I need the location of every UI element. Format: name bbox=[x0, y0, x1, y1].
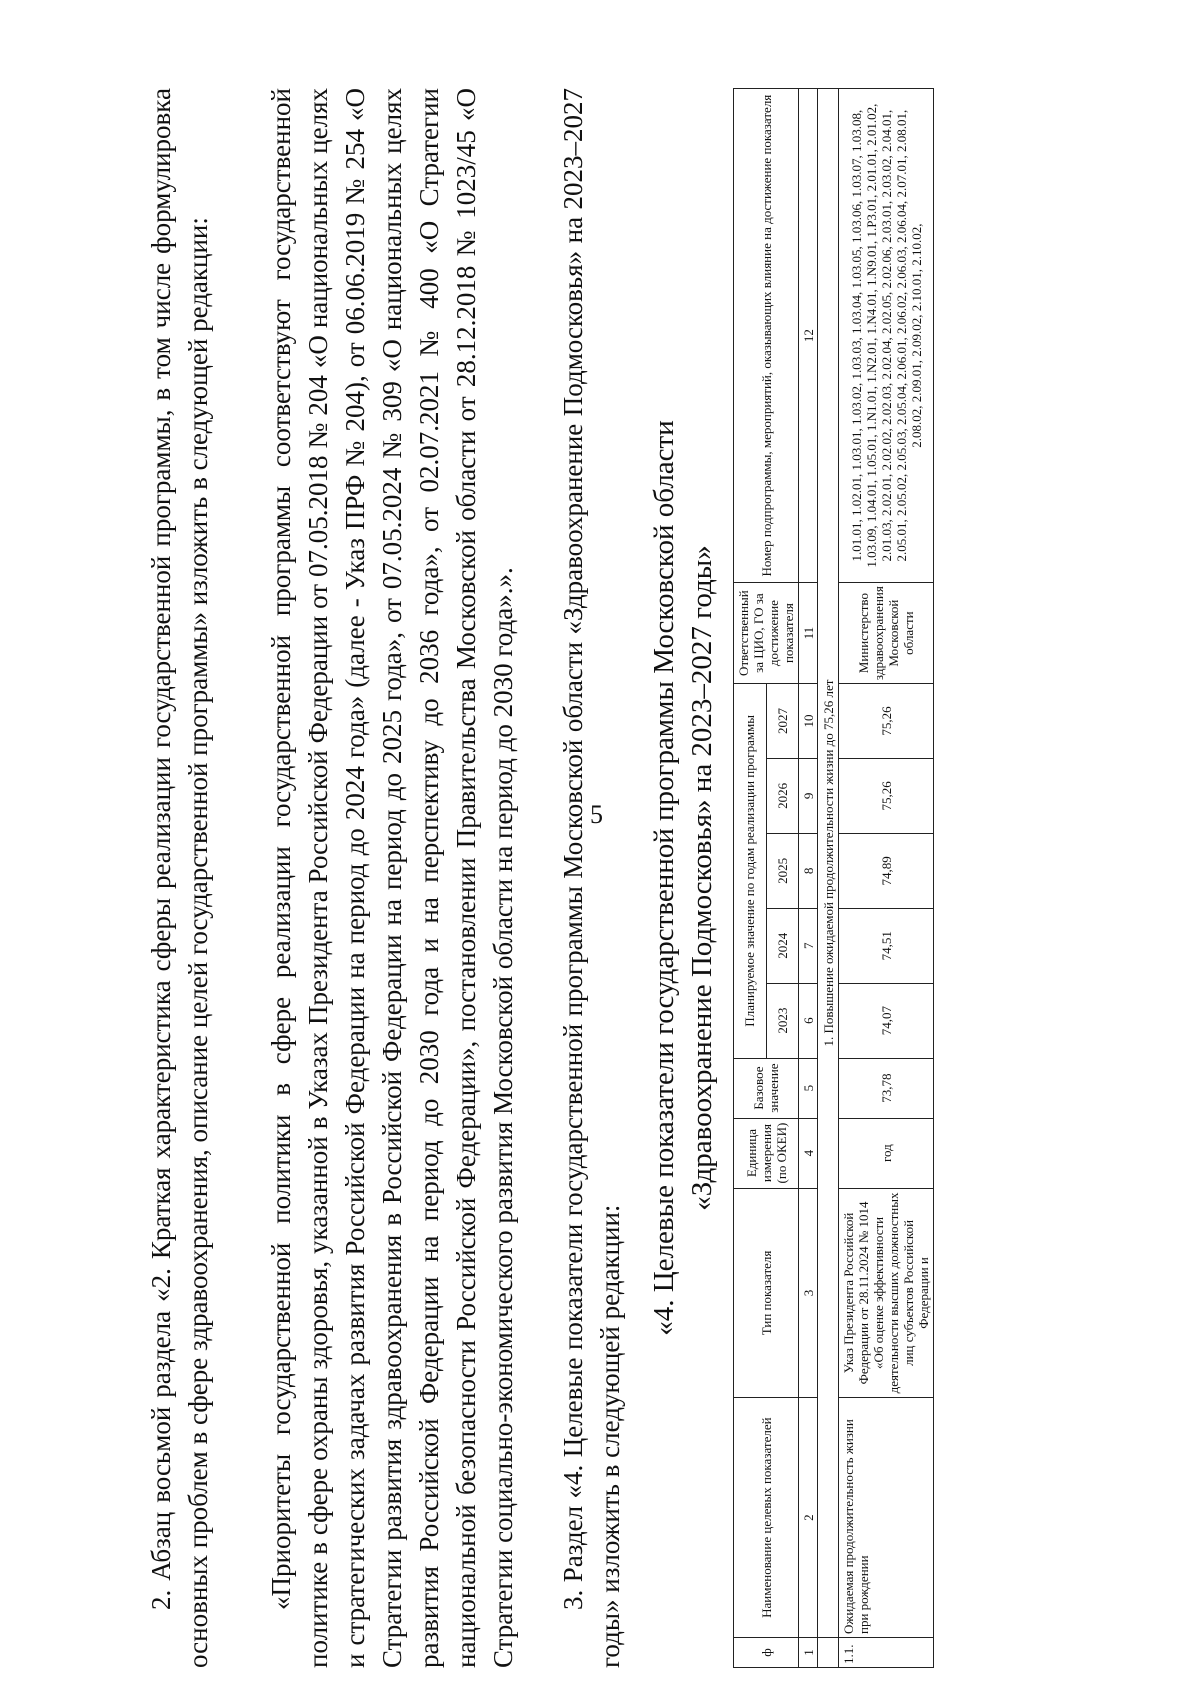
page-number: 5 bbox=[590, 800, 603, 829]
column-number: 8 bbox=[799, 833, 818, 908]
row-unit: год bbox=[839, 1118, 934, 1188]
row-name: Ожидаемая продолжительность жизни при рождении bbox=[839, 1398, 934, 1638]
column-number: 11 bbox=[799, 583, 818, 684]
header-planned: Планируемое значение по годам реализации программы bbox=[734, 684, 767, 1059]
section-heading-line2: «Здравоохранение Подмосковья» на 2023–2027 годы» bbox=[686, 545, 718, 1211]
column-number-row bbox=[799, 89, 818, 1668]
column-number: 3 bbox=[799, 1188, 818, 1398]
row-value-2026: 75,26 bbox=[839, 758, 934, 833]
column-number: 1 bbox=[799, 1638, 818, 1668]
section-title: 1. Повышение ожидаемой продолжительности жизни до 75,26 лет bbox=[818, 89, 839, 1638]
header-year-2023: 2023 bbox=[766, 983, 799, 1058]
header-subprograms: Номер подпрограммы, мероприятий, оказывающих влияние на достижение показателя bbox=[734, 89, 799, 583]
header-name: Наименование целевых показателей bbox=[734, 1398, 799, 1638]
table-row bbox=[839, 89, 934, 1668]
header-year-2026: 2026 bbox=[766, 758, 799, 833]
row-value-2023: 74,07 bbox=[839, 983, 934, 1058]
column-number: 10 bbox=[799, 684, 818, 759]
row-subprograms: 1.01.01, 1.02.01, 1.03.01, 1.03.02, 1.03.03, 1.03.04, 1.03.05, 1.03.06, 1.03.07, 1.03.08, 1.03.09, 1.04.01, 1.05.01, 1.N1.01, 1.N2.01, 1.N4.01, 1.N9.01, 1.P3.01, 2.01.01, 2.01.02, 2.01.03, 2.02.01, 2.02.02, 2.02.03, 2.02.04, 2.02.05, 2.02.06, 2.03.01, 2.03.02, 2.04.01, 2.05.01, 2.05.02, 2.05.03, 2.05.04, 2.06.01, 2.06.02, 2.06.03, 2.06.04, 2.07.01, 2.08.01, 2.08.02, 2.09.01, 2.09.02, 2.10.01, 2.10.02, bbox=[839, 89, 934, 583]
row-value-2025: 74,89 bbox=[839, 833, 934, 908]
indicators-table bbox=[733, 88, 934, 1668]
paragraph-amendment-2: 2. Абзац восьмой раздела «2. Краткая характеристика сферы реализации государственной программы, в том числе формулировка основных проблем в сфере здравоохранения, описание целей государственной программы» изложить в следующей редакции: bbox=[146, 88, 213, 1668]
section-row bbox=[818, 89, 839, 1668]
paragraph-amendment-3: 3. Раздел «4. Целевые показатели государственной программы Московской области «Здравоохранение Подмосковья» на 2023–2027 годы» изложить в следующей редакции: bbox=[558, 88, 625, 1668]
column-number: 7 bbox=[799, 908, 818, 983]
header-unit: Единица измерения (по ОКЕИ) bbox=[734, 1118, 799, 1188]
row-num: 1.1. bbox=[839, 1638, 934, 1668]
row-base: 73,78 bbox=[839, 1058, 934, 1118]
column-number: 12 bbox=[799, 89, 818, 583]
rotated-document-body bbox=[135, 88, 1200, 1668]
row-type: Указ Президента Российской Федерации от 28.11.2024 № 1014 «Об оценке эффективности деятельности высших должностных лиц субъектов Российской Федерации и bbox=[839, 1188, 934, 1398]
row-value-2024: 74,51 bbox=[839, 908, 934, 983]
column-number: 6 bbox=[799, 983, 818, 1058]
column-number: 9 bbox=[799, 758, 818, 833]
section-heading-line1: «4. Целевые показатели государственной программы Московской области bbox=[648, 420, 680, 1336]
column-number: 4 bbox=[799, 1118, 818, 1188]
table-header-row bbox=[734, 89, 767, 1668]
header-year-2025: 2025 bbox=[766, 833, 799, 908]
row-value-2027: 75,26 bbox=[839, 684, 934, 759]
paragraph-priorities: «Приоритеты государственной политики в сфере реализации государственной программы соответствуют государственной политике в сфере охраны здоровья, указанной в Указах Президента Российской Федерации от 07.05.2018 № 204 «О национальных целях и стратегических задачах развития Российской Федерации на период до 2024 года» (далее - Указ ПРФ № 204), от 06.06.2019 № 254 «О Стратегии развития здравоохранения в Российской Федерации на период до 2025 года», от 07.05.2024 № 309 «О национальных целях развития Российской Федерации на период до 2030 года и на перспективу до 2036 года», от 02.07.2021 № 400 «О Стратегии национальной безопасности Российской Федерации», постановлении Правительства Московской области от 28.12.2018 № 1023/45 «О Стратегии социально-экономического развития Московской области на период до 2030 года».». bbox=[266, 88, 518, 1668]
header-type: Тип показателя bbox=[734, 1188, 799, 1398]
header-responsible: Ответственный за ЦИО, ГО за достижение показателя bbox=[734, 583, 799, 684]
header-year-2027: 2027 bbox=[766, 684, 799, 759]
row-responsible: Министерство здравоохранения Московской области bbox=[839, 583, 934, 684]
column-number: 5 bbox=[799, 1058, 818, 1118]
header-year-2024: 2024 bbox=[766, 908, 799, 983]
header-base: Базовое значение bbox=[734, 1058, 799, 1118]
column-number: 2 bbox=[799, 1398, 818, 1638]
header-num: ф bbox=[734, 1638, 799, 1668]
section-blank-cell bbox=[818, 1638, 839, 1668]
